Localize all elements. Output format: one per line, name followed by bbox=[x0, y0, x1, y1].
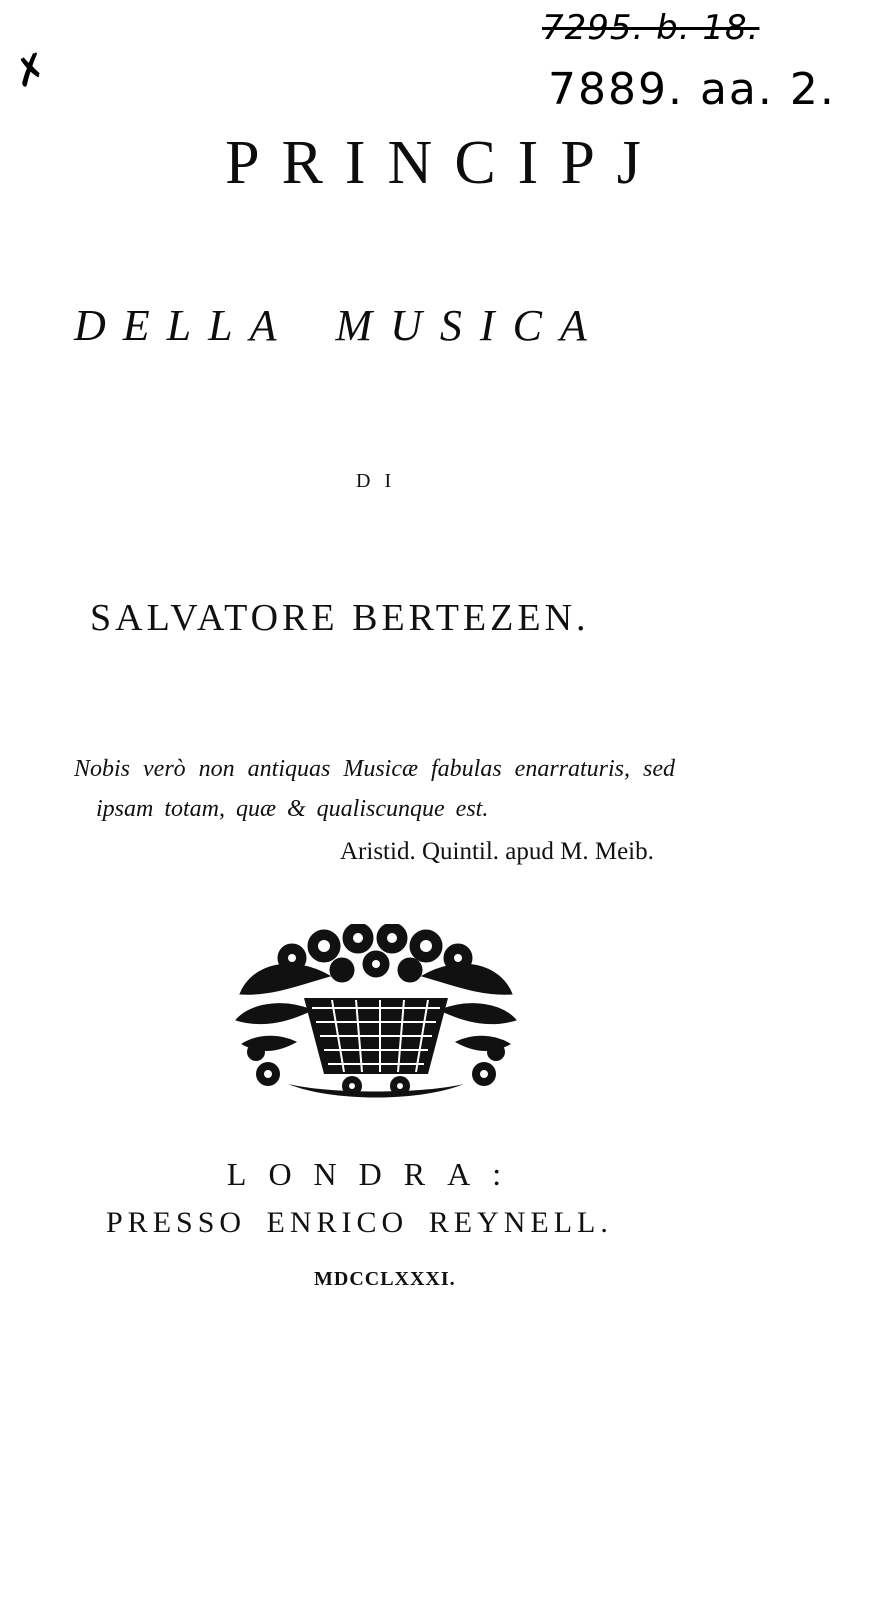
epigraph-line-1: Nobis verò non antiquas Musicæ fabulas enarraturis, sed bbox=[74, 756, 676, 782]
imprint-year: MDCCLXXXI. bbox=[314, 1268, 456, 1290]
by-line: DI bbox=[356, 470, 406, 492]
epigraph-attribution: Aristid. Quintil. apud M. Meib. bbox=[340, 838, 654, 865]
epigraph-line-2: ipsam totam, quæ & qualiscunque est. bbox=[96, 796, 489, 822]
book-subtitle bbox=[74, 300, 605, 351]
subtitle-word-della: DELLA bbox=[74, 301, 294, 350]
imprint-printer: PRESSO ENRICO REYNELL. bbox=[106, 1206, 613, 1239]
handwritten-cross-mark: ✗ bbox=[7, 43, 54, 99]
old-shelfmark-struck: 7295. b. 18. bbox=[542, 8, 760, 48]
subtitle-word-musica: MUSICA bbox=[335, 301, 605, 350]
imprint-place: LONDRA: bbox=[226, 1156, 524, 1192]
book-title: PRINCIPJ bbox=[225, 129, 663, 197]
flower-basket-ornament-icon bbox=[232, 924, 520, 1108]
current-shelfmark: 7889. aa. 2. bbox=[548, 64, 836, 115]
author-name: SALVATORE BERTEZEN. bbox=[90, 597, 590, 639]
